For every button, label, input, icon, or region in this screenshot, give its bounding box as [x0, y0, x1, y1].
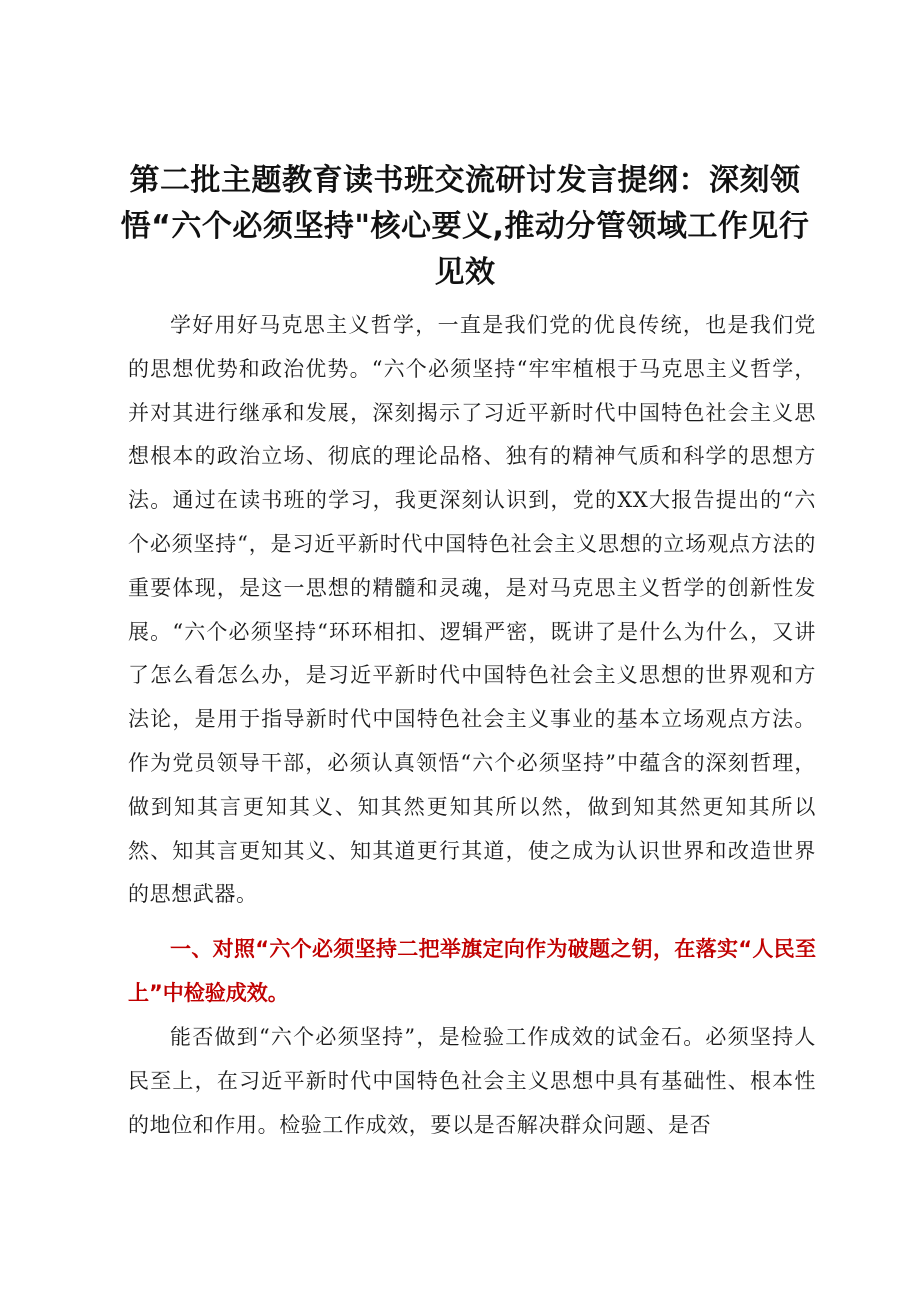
section-heading-1: 一、对照“六个必须坚持二把举旗定向作为破题之钥，在落实“人民至上”中检验成效。 — [128, 937, 816, 1005]
document-title: 第二批主题教育读书班交流研讨发言提纲：深刻领悟“六个必须坚持"核心要义,推动分管领域工作见行见效 — [120, 163, 810, 290]
body-paragraph-intro: 学好用好马克思主义哲学，一直是我们党的优良传统，也是我们党的思想优势和政治优势。“六个必须坚持“牢牢植根于马克思主义哲学，并对其进行继承和发展，深刻揭示了习近平新时代中国特色社会主义思想根本的政治立场、彻底的理论品格、独有的精神气质和科学的思想方法。通过在读书班的学习，我更深刻认识到，党的XX大报告提出的“六个必须坚持“，是习近平新时代中国特色社会主义思想的立场观点方法的重要体现，是这一思想的精髓和灵魂，是对马克思主义哲学的创新性发展。“六个必须坚持“环环相扣、逻辑严密，既讲了是什么为什么，又讲了怎么看怎么办，是习近平新时代中国特色社会主义思想的世界观和方法论，是用于指导新时代中国特色社会主义事业的基本立场观点方法。作为党员领导干部，必须认真领悟“六个必须坚持”中蕴含的深刻哲理，做到知其言更知其义、知其然更知其所以然，做到知其然更知其所以然、知其言更知其义、知其道更行其道，使之成为认识世界和改造世界的思想武器。 — [128, 313, 816, 907]
body-paragraph-section-1: 能否做到“六个必须坚持”，是检验工作成效的试金石。必须坚持人民至上，在习近平新时代中国特色社会主义思想中具有基础性、根本性的地位和作用。检验工作成效，要以是否解决群众问题、是否 — [128, 1025, 816, 1137]
